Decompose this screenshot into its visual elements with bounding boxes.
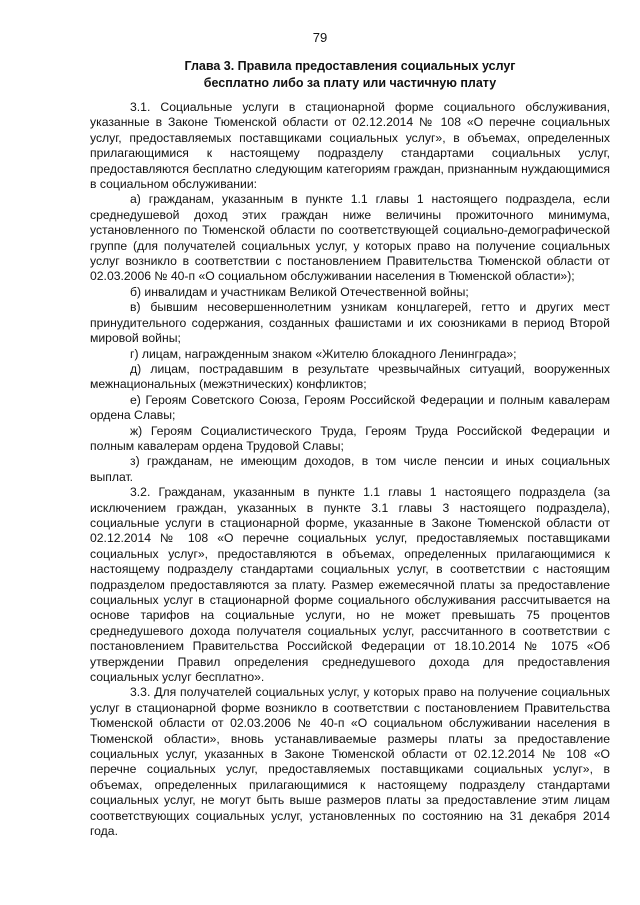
list-item-z: з) гражданам, не имеющим доходов, в том числе пенсии и иных социальных выплат. <box>90 454 610 484</box>
chapter-title <box>90 58 610 92</box>
paragraph-3-1: 3.1. Социальные услуги в стационарной форме социального обслуживания, указанные в Законе Тюменской области от 02.12.2014 № 108 «О перечне социальных услуг, предоставляемых поставщиками социальных услуг», в объемах, определенных прилагающимися к настоящему подразделу стандартами социальных услуг, предоставляются бесплатно следующим категориям граждан, признанным нуждающимися в социальном обслуживании: <box>90 100 610 192</box>
page-number: 79 <box>312 30 328 45</box>
paragraph-3-2: 3.2. Гражданам, указанным в пункте 1.1 главы 1 настоящего подраздела (за исключением граждан, указанных в пункте 3.1 главы 3 настоящего подраздела), социальные услуги в стационарной форме, указанные в Законе Тюменской области от 02.12.2014 № 108 «О перечне социальных услуг, предоставляемых поставщиками социальных услуг», предоставляются в объемах, определенных прилагающимися к настоящему подразделу стандартами социальных услуг, в соответствии с настоящим подразделом предоставляются за плату. Размер ежемесячной платы за предоставление социальных услуг в стационарной форме социального обслуживания рассчитывается на основе тарифов на социальные услуги, но не может превышать 75 процентов среднедушевого дохода получателя социальных услуг, рассчитанного в соответствии с постановлением Правительства Российской Федерации от 18.10.2014 № 1075 «Об утверждении Правил определения среднедушевого дохода для предоставления социальных услуг бесплатно». <box>90 485 610 685</box>
list-item-zh: ж) Героям Социалистического Труда, Героям Труда Российской Федерации и полным кавалерам ордена Трудовой Славы; <box>90 423 610 453</box>
list-item-v: в) бывшим несовершеннолетним узникам концлагерей, гетто и других мест принудительного содержания, созданных фашистами и их союзниками в период Второй мировой войны; <box>90 300 610 346</box>
list-item-b: б) инвалидам и участникам Великой Отечественной войны; <box>130 284 469 299</box>
list-item-a: а) гражданам, указанным в пункте 1.1 главы 1 настоящего подраздела, если среднедушевой доход этих граждан ниже величины прожиточного минимума, установленного по Тюменской области по соответствующей социально-демографической группе (для получателей социальных услуг, у которых право на получение социальных услуг возникло в соответствии с постановлением Правительства Тюменской области от 02.03.2006 № 40-п «О социальном обслуживании населения в Тюменской области»); <box>90 192 610 284</box>
list-item-e: е) Героям Советского Союза, Героям Российской Федерации и полным кавалерам ордена Славы; <box>90 392 610 423</box>
chapter-title-line-1: Глава 3. Правила предоставления социальных услуг <box>184 59 516 73</box>
paragraph-3-3: 3.3. Для получателей социальных услуг, у которых право на получение социальных услуг в стационарной форме возникло в соответствии с постановлением Правительства Тюменской области от 02.03.2006 № 40-п «О социальном обслуживании населения в Тюменской области», вновь устанавливаемые размеры платы за предоставление социальных услуг, указанных в Законе Тюменской области от 02.12.2014 № 108 «О перечне социальных услуг, предоставляемых поставщиками социальных услуг», в объемах, определенных прилагающимися к настоящему подразделу стандартами социальных услуг, не могут быть выше размеров платы за предоставление этим лицам соответствующих социальных услуг, установленных по состоянию на 31 декабря 2014 года. <box>90 685 610 839</box>
chapter-title-line-2: бесплатно либо за плату или частичную плату <box>203 76 497 90</box>
list-item-g: г) лицам, награжденным знаком «Жителю блокадного Ленинграда»; <box>130 346 517 361</box>
list-item-d: д) лицам, пострадавшим в результате чрезвычайных ситуаций, вооруженных межнациональных (межэтнических) конфликтов; <box>90 361 610 392</box>
document-body <box>90 100 610 840</box>
